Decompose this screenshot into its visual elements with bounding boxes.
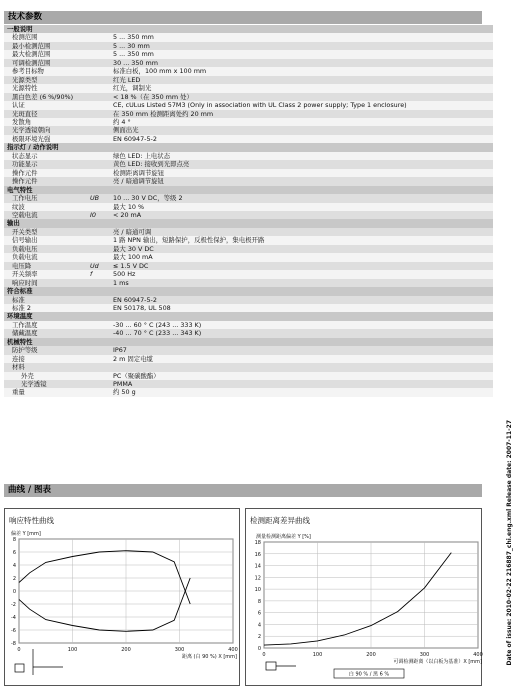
param-label: 电压降 — [4, 262, 87, 270]
x-tick-label: 200 — [121, 647, 131, 653]
section-row — [4, 186, 493, 194]
param-symbol — [87, 388, 110, 396]
param-value: CE, cULus Listed 57M3 (Only in association with UL Class 2 power supply; Type 1 enclosure) — [110, 101, 493, 109]
y-tick-label: 8 — [257, 598, 261, 605]
param-symbol — [87, 84, 110, 92]
y-tick-label: 6 — [12, 550, 16, 556]
table-row — [4, 236, 493, 244]
x-tick-label: 200 — [366, 652, 376, 658]
table-row — [4, 346, 493, 354]
param-symbol — [87, 42, 110, 50]
y-tick-label: -6 — [11, 628, 16, 634]
param-value — [110, 287, 493, 295]
sensor-icon — [15, 664, 24, 672]
param-symbol — [87, 203, 110, 211]
param-symbol — [87, 372, 110, 380]
param-symbol — [87, 50, 110, 58]
x-tick-label: 300 — [174, 647, 185, 653]
param-value: 5 ... 350 mm — [110, 50, 493, 58]
param-symbol: f — [87, 270, 110, 278]
section-row — [4, 338, 493, 346]
param-symbol — [87, 186, 110, 194]
param-value: -30 ... 60 ° C (243 ... 333 K) — [110, 321, 493, 329]
table-row — [4, 388, 493, 396]
param-symbol: UB — [87, 194, 110, 202]
param-symbol — [87, 236, 110, 244]
table-row — [4, 59, 493, 67]
x-tick-label: 100 — [67, 647, 78, 653]
param-value — [110, 143, 493, 151]
y-tick-label: 18 — [254, 540, 261, 546]
param-symbol — [87, 355, 110, 363]
y-tick-label: 2 — [257, 634, 261, 641]
param-symbol — [87, 143, 110, 151]
table-row — [4, 380, 493, 388]
param-symbol — [87, 101, 110, 109]
param-value: 绿色 LED: 上电状态 — [110, 152, 493, 160]
param-symbol — [87, 93, 110, 101]
y-tick-label: 2 — [12, 576, 16, 582]
distance-deviation-chart — [246, 509, 481, 685]
param-symbol — [87, 25, 110, 33]
section-row — [4, 287, 493, 295]
spec-table — [4, 25, 493, 397]
param-label: 防护等级 — [4, 346, 87, 354]
param-label: 储藏温度 — [4, 329, 87, 337]
param-symbol — [87, 380, 110, 388]
param-label: 输出 — [4, 219, 87, 227]
x-axis-label: 可调检测距离（以白板为基准）X [mm] — [393, 659, 482, 665]
param-label: 符合标准 — [4, 287, 87, 295]
y-tick-label: 8 — [12, 537, 16, 543]
param-label: 负载电压 — [4, 245, 87, 253]
table-row — [4, 279, 493, 287]
table-row — [4, 93, 493, 101]
section-row — [4, 143, 493, 151]
param-value: IP67 — [110, 346, 493, 354]
param-label: 工作温度 — [4, 321, 87, 329]
param-value: 1 ms — [110, 279, 493, 287]
param-value: EN 60947-5-2 — [110, 135, 493, 143]
param-symbol — [87, 118, 110, 126]
param-value: 约 4 ° — [110, 118, 493, 126]
param-symbol — [87, 228, 110, 236]
param-symbol: I0 — [87, 211, 110, 219]
table-row — [4, 329, 493, 337]
param-label: 连接 — [4, 355, 87, 363]
table-row — [4, 321, 493, 329]
param-label: 纹波 — [4, 203, 87, 211]
param-symbol — [87, 338, 110, 346]
param-value — [110, 363, 493, 371]
y-axis-label: 测量检测距离偏差 Y [%] — [256, 534, 311, 540]
param-symbol — [87, 219, 110, 227]
table-row — [4, 126, 493, 134]
param-value: 亮 / 暗通可调 — [110, 228, 493, 236]
table-row — [4, 110, 493, 118]
param-value: 红光 LED — [110, 76, 493, 84]
param-symbol — [87, 126, 110, 134]
x-tick-label: 100 — [312, 652, 323, 658]
param-label: 外壳 — [4, 372, 87, 380]
param-label: 黑白色差 (6 %/90%) — [4, 93, 87, 101]
legend-label: 白 90 % / 黑 6 % — [348, 671, 390, 678]
section-header-curves: 曲线 / 图表 — [4, 484, 482, 497]
param-symbol — [87, 329, 110, 337]
param-label: 最小检测范围 — [4, 42, 87, 50]
y-tick-label: -2 — [11, 602, 16, 608]
param-value: 最大 10 % — [110, 203, 493, 211]
param-value: PC（聚碳酸酯） — [110, 372, 493, 380]
section-row — [4, 219, 493, 227]
x-tick-label: 400 — [228, 647, 238, 653]
table-row — [4, 76, 493, 84]
param-value — [110, 25, 493, 33]
param-label: 开关频率 — [4, 270, 87, 278]
chart-panel-distance — [245, 508, 482, 686]
param-value — [110, 312, 493, 320]
param-label: 状态显示 — [4, 152, 87, 160]
chart-title: 响应特性曲线 — [9, 516, 54, 525]
table-row — [4, 152, 493, 160]
param-value: 在 350 mm 检测距离处约 20 mm — [110, 110, 493, 118]
param-label: 参考目标物 — [4, 67, 87, 75]
param-symbol — [87, 346, 110, 354]
table-row — [4, 253, 493, 261]
param-value: 5 ... 350 mm — [110, 33, 493, 41]
param-symbol — [87, 152, 110, 160]
param-value — [110, 338, 493, 346]
table-row — [4, 84, 493, 92]
param-value: 最大 30 V DC — [110, 245, 493, 253]
y-tick-label: 14 — [254, 563, 261, 570]
param-symbol — [87, 296, 110, 304]
param-value: 1 路 NPN 输出，短路保护，反极性保护，集电极开路 — [110, 236, 493, 244]
param-label: 电气特性 — [4, 186, 87, 194]
x-axis-label: 距离 (白 90 %) X [mm] — [181, 654, 237, 660]
param-value: 500 Hz — [110, 270, 493, 278]
y-tick-label: -8 — [11, 641, 16, 647]
section-row — [4, 25, 493, 33]
table-row — [4, 50, 493, 58]
y-tick-label: 12 — [254, 575, 261, 582]
table-row — [4, 270, 493, 278]
param-symbol — [87, 67, 110, 75]
param-value: 标准白板，100 mm x 100 mm — [110, 67, 493, 75]
param-symbol — [87, 59, 110, 67]
param-symbol — [87, 169, 110, 177]
x-tick-label: 0 — [17, 647, 21, 653]
param-value: 2 m 固定电缆 — [110, 355, 493, 363]
table-row — [4, 363, 493, 371]
table-row — [4, 304, 493, 312]
param-label: 机械特性 — [4, 338, 87, 346]
param-value: -40 ... 70 ° C (233 ... 343 K) — [110, 329, 493, 337]
table-row — [4, 177, 493, 185]
param-symbol: Ud — [87, 262, 110, 270]
y-tick-label: 4 — [257, 622, 261, 629]
param-label: 检测范围 — [4, 33, 87, 41]
y-tick-label: 16 — [254, 551, 261, 558]
table-row — [4, 296, 493, 304]
param-value: 侧面出光 — [110, 126, 493, 134]
param-value: 最大 100 mA — [110, 253, 493, 261]
param-value: < 18 %（在 350 mm 处） — [110, 93, 493, 101]
table-row — [4, 203, 493, 211]
param-value: EN 60947-5-2 — [110, 296, 493, 304]
y-axis-label: 偏差 Y [mm] — [11, 531, 41, 537]
param-label: 响应时间 — [4, 279, 87, 287]
param-symbol — [87, 135, 110, 143]
y-tick-label: -4 — [11, 615, 16, 621]
param-label: 环境温度 — [4, 312, 87, 320]
param-symbol — [87, 312, 110, 320]
table-row — [4, 33, 493, 41]
section-row — [4, 312, 493, 320]
param-value: ≤ 1.5 V DC — [110, 262, 493, 270]
table-row — [4, 118, 493, 126]
param-label: 光源特性 — [4, 84, 87, 92]
param-label: 材料 — [4, 363, 87, 371]
param-label: 最大检测范围 — [4, 50, 87, 58]
param-label: 极限环境光强 — [4, 135, 87, 143]
param-value: < 20 mA — [110, 211, 493, 219]
param-value: 黄色 LED: 接收到光即点亮 — [110, 160, 493, 168]
param-label: 发散角 — [4, 118, 87, 126]
param-label: 认证 — [4, 101, 87, 109]
table-row — [4, 211, 493, 219]
param-value — [110, 219, 493, 227]
param-label: 工作电压 — [4, 194, 87, 202]
y-tick-label: 0 — [257, 646, 261, 652]
table-row — [4, 262, 493, 270]
chart-panel-response — [4, 508, 240, 686]
table-row — [4, 245, 493, 253]
table-row — [4, 355, 493, 363]
param-value: 30 ... 350 mm — [110, 59, 493, 67]
table-row — [4, 194, 493, 202]
param-symbol — [87, 304, 110, 312]
param-symbol — [87, 110, 110, 118]
param-label: 操作元件 — [4, 177, 87, 185]
response-curve-chart — [5, 509, 239, 685]
param-value: 10 ... 30 V DC，等级 2 — [110, 194, 493, 202]
y-tick-label: 4 — [12, 563, 16, 569]
y-tick-label: 10 — [254, 587, 261, 594]
param-value: 5 ... 30 mm — [110, 42, 493, 50]
param-value: EN 50178, UL 508 — [110, 304, 493, 312]
table-row — [4, 160, 493, 168]
param-label: 指示灯 / 动作说明 — [4, 143, 87, 151]
param-label: 标准 — [4, 296, 87, 304]
table-row — [4, 169, 493, 177]
param-label: 开关类型 — [4, 228, 87, 236]
param-label: 负载电流 — [4, 253, 87, 261]
param-value: 红光，调制光 — [110, 84, 493, 92]
param-value: 约 50 g — [110, 388, 493, 396]
param-label: 一般说明 — [4, 25, 87, 33]
param-label: 光学透镜 — [4, 380, 87, 388]
param-symbol — [87, 160, 110, 168]
param-label: 空载电流 — [4, 211, 87, 219]
side-date-text: Date of issue: 2010-02-22 216887_chi.eng.xml Release date: 2007-11-27 — [506, 420, 513, 666]
y-tick-label: 6 — [257, 610, 261, 617]
param-value: PMMA — [110, 380, 493, 388]
param-symbol — [87, 363, 110, 371]
param-symbol — [87, 76, 110, 84]
param-symbol — [87, 287, 110, 295]
param-label: 可调检测范围 — [4, 59, 87, 67]
param-value: 亮 / 暗通调节旋钮 — [110, 177, 493, 185]
param-symbol — [87, 177, 110, 185]
chart-title: 检测距离差异曲线 — [250, 516, 310, 525]
param-label: 信号输出 — [4, 236, 87, 244]
section-header-tech: 技术参数 — [4, 11, 482, 24]
table-row — [4, 135, 493, 143]
param-symbol — [87, 321, 110, 329]
param-value — [110, 186, 493, 194]
x-tick-label: 400 — [473, 652, 483, 658]
param-value: 检测距离调节旋钮 — [110, 169, 493, 177]
param-label: 标准 2 — [4, 304, 87, 312]
param-label: 光学透镜朝向 — [4, 126, 87, 134]
param-symbol — [87, 253, 110, 261]
table-row — [4, 42, 493, 50]
param-symbol — [87, 33, 110, 41]
table-row — [4, 101, 493, 109]
param-label: 光斑直径 — [4, 110, 87, 118]
param-label: 重量 — [4, 388, 87, 396]
sensor-icon — [266, 662, 276, 670]
table-row — [4, 372, 493, 380]
x-tick-label: 300 — [419, 652, 430, 658]
param-symbol — [87, 279, 110, 287]
x-tick-label: 0 — [262, 652, 266, 658]
y-tick-label: 0 — [12, 589, 16, 595]
param-label: 功能显示 — [4, 160, 87, 168]
param-symbol — [87, 245, 110, 253]
param-label: 操作元件 — [4, 169, 87, 177]
param-label: 光源类型 — [4, 76, 87, 84]
table-row — [4, 67, 493, 75]
